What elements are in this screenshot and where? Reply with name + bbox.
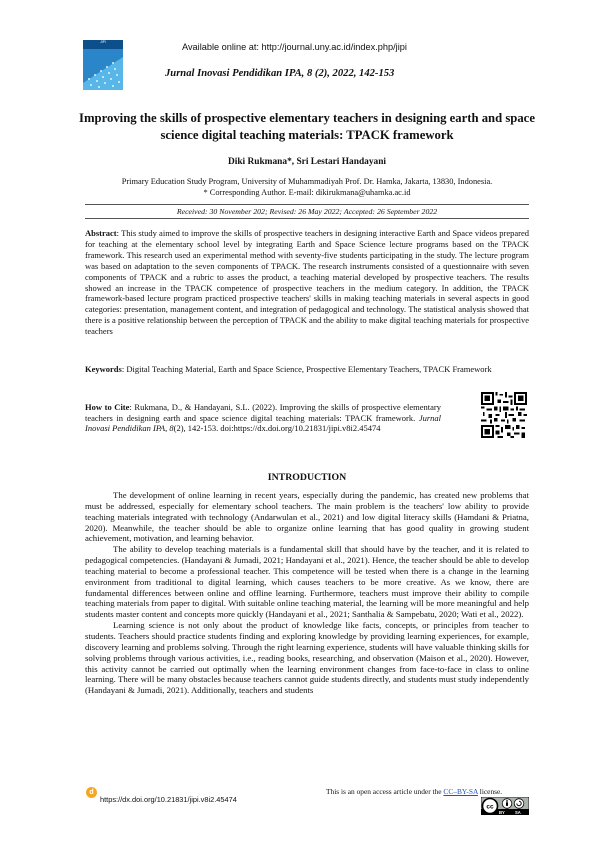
keywords-label: Keywords [85,364,122,374]
journal-citation-header: Jurnal Inovasi Pendidikan IPA, 8 (2), 2022, 142-153 [165,68,395,79]
open-access-note [326,787,502,796]
doi-icon: d [86,787,97,798]
submission-dates: Received: 30 November 202; Revised: 26 May 2022; Accepted: 26 September 2022 [176,207,438,216]
article-title: Improving the skills of prospective elementary teachers in designing earth and space science digital teaching materials: TPACK framework [79,111,535,142]
availability-url[interactable]: Available online at: http://journal.uny.ac.id/index.php/jipi [182,42,407,52]
svg-text:cc: cc [486,803,494,811]
paragraph: Learning science is not only about the product of knowledge like facts, concepts, or principles from teacher to students. Teachers should practice students finding and exploring knowledge by providing learning experiences, for example, discovery learning and problems solving. Through the right learning experience, students will have valuable thinking skills for solving problems through various activities, i.e., reading books, researching, and observation (Maison et al., 2020). However, this activity cannot be carried out optimally when the learning environment changes from face-to-face in class to online learning. There will be many obstacles because teachers cannot guide students directly, and students must study independently (Handayani & Jumadi, 2021). Additionally, teachers and students [85,620,529,696]
article-authors: Diki Rukmana*, Sri Lestari Handayani [227,157,387,167]
keywords [85,364,529,375]
logo-pattern-icon [83,49,123,90]
qr-code-icon[interactable] [481,392,527,438]
cite-label: How to Cite [85,402,130,412]
divider-top [85,204,529,205]
cc-by-sa-icon[interactable] [481,797,529,815]
journal-logo-text: JIPI [100,40,106,44]
affiliation-block [78,176,536,198]
license-tail: license. [479,787,503,796]
cite-volume: 8 [169,423,174,434]
journal-logo [83,40,123,90]
corresponding-author: * Corresponding Author. E-mail: dikirukmana@uhamka.ac.id [203,188,411,197]
affiliation: Primary Education Study Program, University of Muhammadiyah Prof. Dr. Hamka, Jakarta, 13830, Indonesia. [121,177,493,186]
license-link[interactable]: CC–BY-SA [443,787,478,796]
cite-journal: Jurnal Inovasi Pendidikan IPA, [85,412,442,434]
cite-tail[interactable]: (2), 142-153. doi:https://dx.doi.org/10.21831/jipi.v8i2.45474 [173,423,381,434]
paragraph: The development of online learning in recent years, especially during the pandemic, has created new problems that must be addressed, especially for elementary school teachers. The main problem is the teachers' low ability to provide teaching materials integrated with technology (Andarwulan et al., 2021) and low digital literacy skills (Hamdani & Priatna, 2020). Meanwhile, the teacher should be able to organize online learning that has good quality in growing student achievement, motivation, and learning behavior. [85,490,529,544]
section-heading-introduction: INTRODUCTION [267,472,347,483]
oa-text: This is an open access article under the [326,787,442,796]
svg-text:SA: SA [515,810,521,815]
introduction-body [85,490,529,696]
paragraph: The ability to develop teaching materials is a fundamental skill that should have by the teacher, and it is related to pedagogical competencies. (Handayani & Jumadi, 2021; Handayani et al., 2021). Hence, the teacher should be able to develop teaching material to become a professional teacher. This competence will be tested when there is a change in the learning environment from traditional to digital learning, which causes teachers to be more creative. As we know, there are fundamental differences between online and offline learning. Furthermore, teachers must improve their ability to compile teaching materials from paper to digital. With suitable online teaching material, the learning will be more meaningful and help students master content and concepts more quickly (Handayani et al., 2021; Santhalia & Sampebatu, 2020; Wati et al., 2022). [85,544,529,620]
abstract [85,228,529,337]
cite-text: : Rukmana, D., & Handayani, S.L. (2022). Improving the skills of prospective elementary teachers in designing earth and space science digital teaching materials: TPACK framework. [85,402,441,423]
abstract-text: : This study aimed to improve the skills of prospective teachers in designing interactive Earth and Space videos prepared for teaching at the elementary school level by integrating Earth and Space Science lecture programs based on the TPACK framework. This research used an experimental method with seventy-five students participating in the study. The lecture program was based on adaptation to the seven components of TPACK. The research instruments consisted of a questionnaire with seven components of TPACK and a rubric to asses the product, a teaching material developed by prospective teachers. The results showed an increase in the TPACK competence of prospective teachers in the medium category. In addition, the TPACK framework-based lecture program practiced prospective teachers' skills in making teaching materials in several aspects in good categories: presentation, management content, and integration of pedagogical and technology. The statistical analysis showed that there is a positive relationship between the perception of TPACK and the ability to make digital teaching materials for prospective teachers [85,228,529,337]
abstract-label: Abstract [85,228,117,238]
svg-text:BY: BY [499,810,505,815]
how-to-cite [85,402,441,434]
keywords-text: : Digital Teaching Material, Earth and Space Science, Prospective Elementary Teachers, TPACK Framework [121,364,492,374]
divider-bottom [85,218,529,219]
footer-doi[interactable]: https://dx.doi.org/10.21831/jipi.v8i2.45474 [100,795,237,804]
